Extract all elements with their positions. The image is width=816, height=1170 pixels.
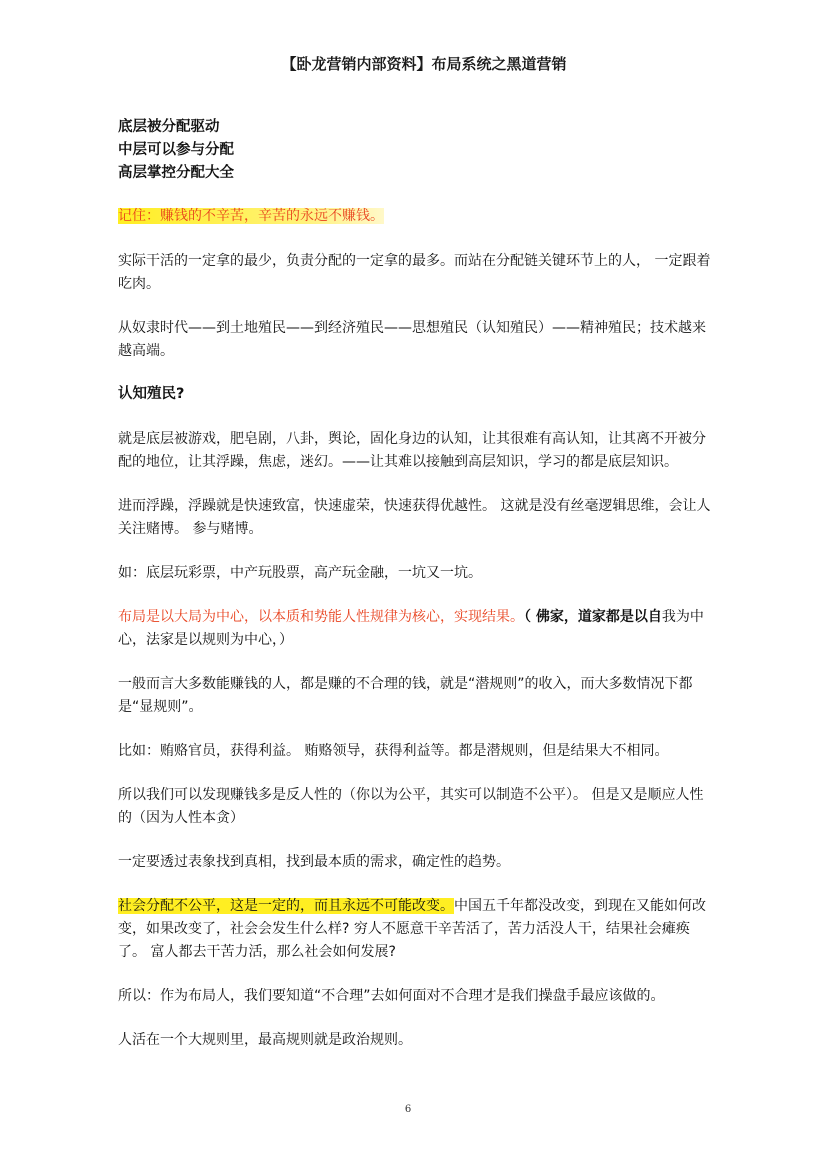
heading-middle-layer: 中层可以参与分配	[118, 142, 234, 158]
remember-text: 记住：赚钱的不辛苦，辛苦的永远不赚钱。	[118, 208, 384, 224]
paragraph-1: 实际干活的一定拿的最少，负责分配的一定拿的最多。而站在分配链关键环节上的人， 一定跟着吃肉。	[118, 253, 711, 292]
paragraph-11	[118, 895, 712, 964]
document-body	[118, 116, 712, 1052]
paragraph-4: 进而浮躁，浮躁就是快速致富，快速虚荣，快速获得优越性。 这就是没有丝毫逻辑思维，会让人关注赌博。 参与赌博。	[118, 498, 711, 537]
paragraph-13: 人活在一个大规则里，最高规则就是政治规则。	[118, 1032, 412, 1048]
page-header-title: 【卧龙营销内部资料】布局系统之黑道营销	[281, 55, 567, 73]
remember-line	[118, 205, 712, 228]
paragraph-5: 如：底层玩彩票，中产玩股票，高产玩金融，一坑又一坑。	[118, 565, 482, 581]
heading-bottom-layer: 底层被分配驱动	[118, 119, 220, 135]
paragraph-12: 所以：作为布局人，我们要知道“不合理”去如何面对不合理才是我们操盘手最应该做的。	[118, 988, 665, 1004]
paragraph-8: 比如：贿赂官员，获得利益。 贿赂领导，获得利益等。都是潜规则，但是结果大不相同。	[118, 743, 669, 759]
section-heading-cognitive-colonization: 认知殖民?	[118, 386, 185, 402]
paragraph-2: 从奴隶时代——到土地殖民——到经济殖民——思想殖民（认知殖民）——精神殖民；技术越来越高端。	[118, 320, 706, 359]
paragraph-6	[118, 606, 712, 652]
highlighted-text: 社会分配不公平，这是一定的，而且永远不可能改变。	[118, 898, 454, 914]
layout-definition-aside: （ 佛家，道家都是以自	[524, 609, 662, 625]
paragraph-10: 一定要透过表象找到真相，找到最本质的需求，确定性的趋势。	[118, 854, 510, 870]
layout-definition-text: 布局是以大局为中心，以本质和势能人性规律为核心，实现结果。	[118, 609, 524, 625]
paragraph-7: 一般而言大多数能赚钱的人，都是赚的不合理的钱，就是“潜规则”的收入，而大多数情况下都是“显规则”。	[118, 676, 693, 715]
paragraph-11-rest: 中国五千年都没改变，到现在又能如何改变，如果改变了，社会会发生什么样? 穷人不愿意干辛苦活了，苦力活没人干，结果社会瘫痪了。 富人都去干苦力活，那么社会如何发展?	[118, 898, 706, 960]
paragraph-3: 就是底层被游戏，肥皂剧，八卦，舆论，固化身边的认知，让其很难有高认知，让其离不开被分配的地位，让其浮躁，焦虑，迷幻。——让其难以接触到高层知识，学习的都是底层知识。	[118, 431, 706, 470]
paragraph-9: 所以我们可以发现赚钱多是反人性的（你以为公平，其实可以制造不公平）。 但是又是顺应人性的（因为人性本贪）	[118, 787, 704, 826]
layout-definition-aside-rest: 我为中心，法家是以规则为中心，）	[118, 609, 704, 648]
heading-top-layer: 高层掌控分配大全	[118, 165, 234, 181]
page-number: 6	[404, 1104, 412, 1115]
